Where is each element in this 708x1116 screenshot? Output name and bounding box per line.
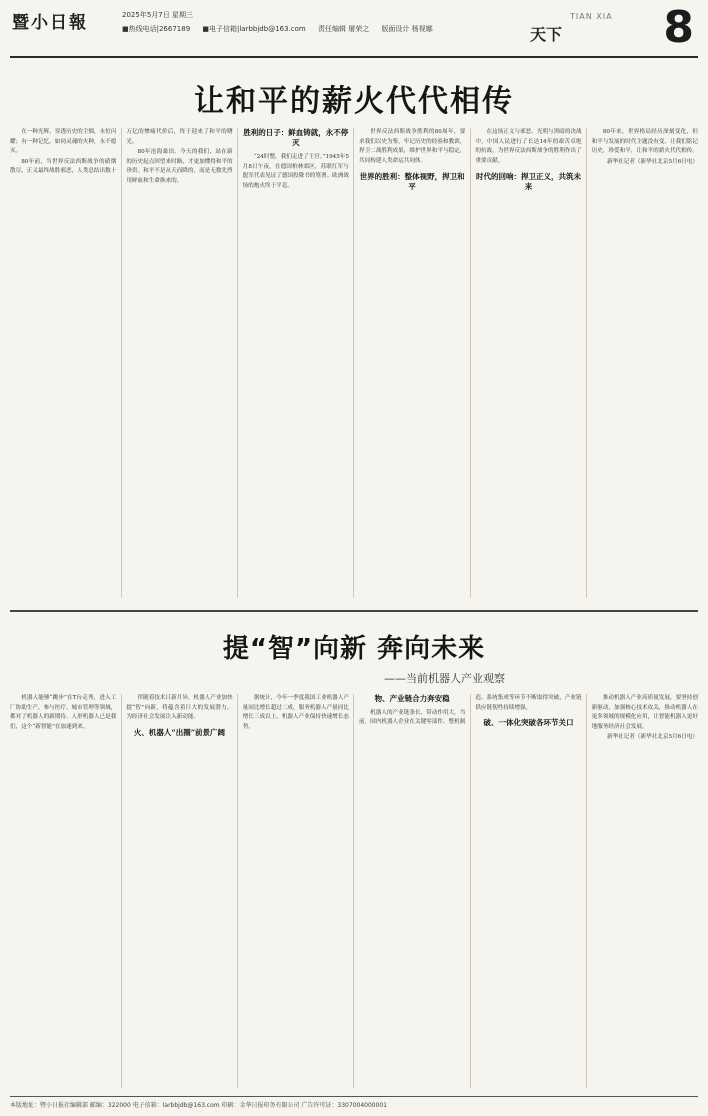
article2-paragraph: 据统计，今年一季度我国工业机器人产量同比增长超过二成，服务机器人产量同比增长三成以上，机器人产业保持快速增长态势。 <box>242 695 349 730</box>
designer-credit: 版面设计 杨视娜 <box>381 25 433 33</box>
article1-subheading: 时代的回响：捍卫正义，共筑未来 <box>475 172 581 191</box>
article1-paragraph: 80年来，世界格局经历深刻变化，但和平与发展的时代主题没有变。让我们铭记历史，珍爱和平，让和平的薪火代代相传。 <box>591 129 698 155</box>
article2-paragraph: 机器人能够“跳步”在T台走秀，进入工厂协助生产，参与医疗、城市管理等领域，都对了机器人的新期待。人形机器人已是我们，这个“新智能”在加速到来。 <box>10 695 117 730</box>
article2-subheading: 破、一体化突破各环节关口 <box>483 718 574 728</box>
section-name: 天下 <box>530 25 563 44</box>
page-number: 8 <box>663 2 694 53</box>
article2-paragraph: 机器人的产业链条长、带动作用大。当前，国内机器人企业在关键零部件、整机制造、系统集成等环节不断取得突破，产业链供应链韧性持续增强。 <box>358 695 582 726</box>
article1-paragraph: 80年沧海桑田。今天的我们，站在新的历史起点回望来时路，才更加懂得和平的珍贵。和平不是从天而降的，而是无数先烈用鲜血和生命换来的。 <box>126 149 233 184</box>
article2-subheadline: ——当前机器人产业观察 <box>384 672 505 685</box>
article1-paragraph: 世界反法西斯战争胜利的80周年，要求我们以史为鉴，牢记历史的经验和教训，捍卫二战胜利成果，维护世界和平与稳定，共同构建人类命运共同体。 <box>358 129 466 164</box>
article1-paragraph: 在这场正义与邪恶、光明与黑暗的决战中，中国人民进行了长达14年的艰苦卓绝的抗战，为世界反法西斯战争的胜利作出了重要贡献。 <box>475 129 582 164</box>
article2-body <box>10 694 698 1088</box>
issue-date: 2025年5月7日 星期三 <box>122 11 193 19</box>
section-divider <box>10 610 698 612</box>
page-footer: 本版地址：暨小日报社编辑部 邮编：322000 电子信箱：larbbjdb@163.com 印刷：金华日报印务有限公司 广告许可证：3307004000001 <box>10 1102 388 1109</box>
top-rule <box>10 56 698 58</box>
article1-headline: 让和平的薪火代代相传 <box>194 84 514 119</box>
bottom-rule <box>10 1096 698 1097</box>
email: ■电子信箱|larbbjdb@163.com <box>202 25 306 33</box>
article1-paragraph: 在一种光辉，穿透历史的尘烟，永恒闪耀；有一种记忆，如同灵魂的火种，永不熄灭。 <box>10 129 117 155</box>
article1-subheading: 世界的胜利：整体视野，捍卫和平 <box>359 172 465 191</box>
article1-body <box>10 128 698 598</box>
article2-subheading: 火、机器人“出圈”前景广阔 <box>133 727 226 737</box>
article1-paragraph: 80年前，当世界反法西斯战争的硝烟散尽，正义最终战胜邪恶，人类总结出数十万亿的惨痛代价后，终于迎来了和平的曙光。 <box>10 129 233 175</box>
hotline: ■热线电话|2667189 <box>122 25 191 33</box>
article2-paragraph: 伴随着技术日新月异，机器人产业加快提“智”向新，将蕴含着巨大的发展潜力，为经济社会发展注入新动能。 <box>126 695 233 721</box>
contact-line <box>122 24 443 34</box>
editor-credit: 责任编辑 屠荣之 <box>317 25 370 33</box>
article2-paragraph: 推动机器人产业高质量发展，要坚持创新驱动，加强核心技术攻关，推动机器人在更多领域的规模化应用，让智能机器人更好地服务经济社会发展。 <box>591 695 698 730</box>
article1-byline: 新华社记者（新华社北京5月6日电） <box>606 158 698 165</box>
article2-byline: 新华社记者（新华社北京5月6日电） <box>606 734 698 741</box>
newspaper-logo: 暨小日報 <box>12 13 88 33</box>
article2-subheading: 物、产业链合力奔安稳 <box>374 694 450 703</box>
masthead <box>10 2 698 54</box>
article2-headline: 提“智”向新 奔向未来 <box>222 634 486 664</box>
article1-subheading: 胜利的日子：鲜血铸就，永不停灭 <box>243 128 349 147</box>
article1-paragraph: “24时整，我们走进了王宫。”1945年5月8日午夜，在德国柏林郊区，苏联红军与盟军代表见证了德国投降书的签署。欧洲战场的炮火终于平息。 <box>242 154 349 189</box>
section-name-en: TIAN XIA <box>570 12 613 21</box>
